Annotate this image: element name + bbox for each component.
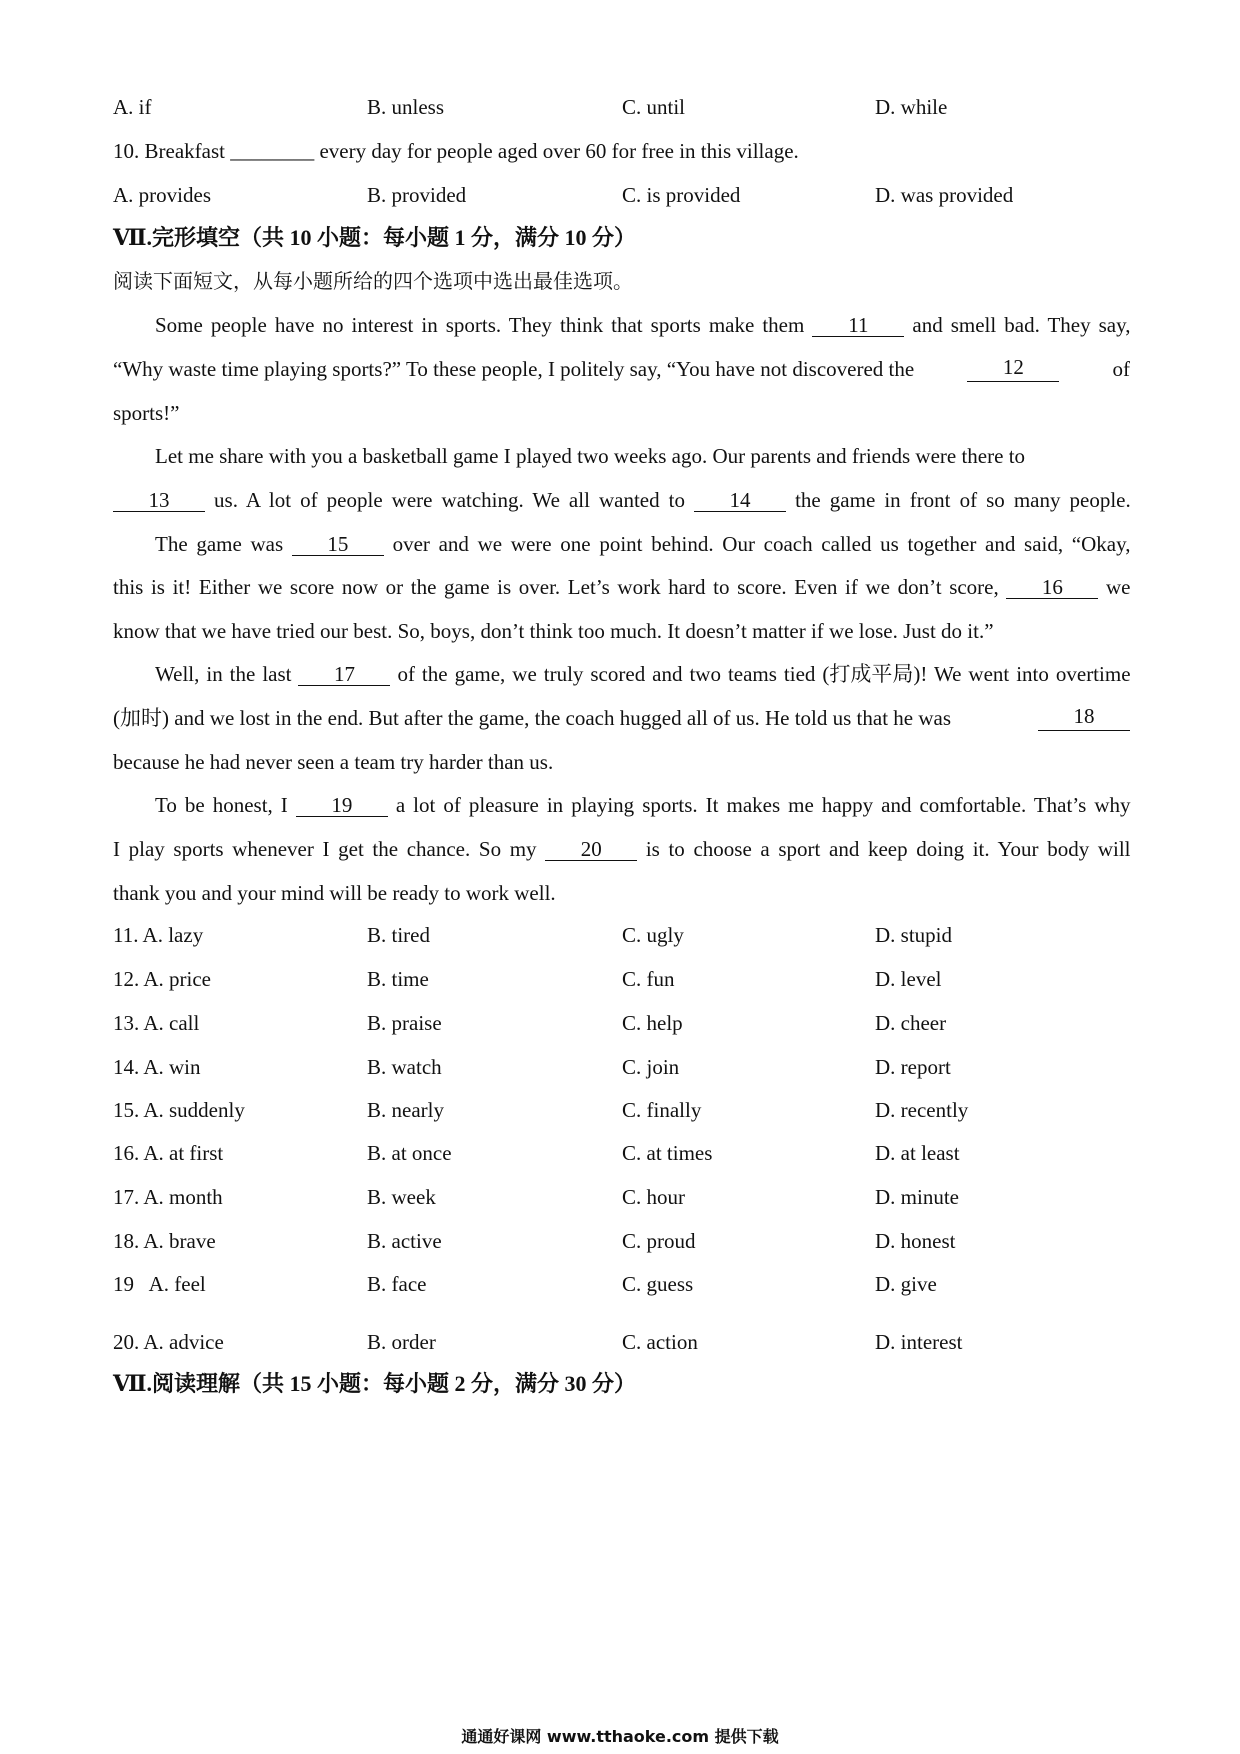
option-a: 17. A. month: [113, 1185, 223, 1209]
cloze-option-row-17: [113, 1184, 1130, 1210]
blank-16: 16: [1006, 576, 1098, 599]
passage-line: [113, 487, 1130, 513]
q10-suffix: every day for people aged over 60 for free in this village.: [319, 139, 799, 163]
q10-prefix: 10. Breakfast: [113, 139, 225, 163]
option-d: D. minute: [875, 1185, 959, 1209]
q10-options: [113, 182, 1130, 208]
passage-line: [155, 531, 1130, 557]
passage-line: [113, 574, 1130, 600]
option-a: 12. A. price: [113, 967, 211, 991]
passage-text: know that we have tried our best. So, boys, don’t think too much. It doesn’t matter if we lose. Just do it.”: [113, 619, 994, 643]
passage-text: To be honest, I: [155, 793, 288, 817]
option-d: D. honest: [875, 1229, 956, 1253]
q10-blank: ________: [230, 139, 315, 163]
passage-line: [113, 880, 1130, 906]
option-d: D. level: [875, 967, 942, 991]
option-a: 11. A. lazy: [113, 923, 204, 947]
passage-text: a lot of pleasure in playing sports. It makes me happy and comfortable. That’s why: [395, 793, 1131, 817]
option-b: B. watch: [367, 1055, 442, 1079]
option-d: D. recently: [875, 1098, 969, 1122]
option-c: C. hour: [622, 1185, 685, 1209]
passage-text: Well, in the last: [155, 662, 292, 686]
blank-19: 19: [296, 794, 388, 817]
passage-text: of the game, we truly scored and two teams tied (打成平局)! We went into overtime: [397, 662, 1131, 686]
q9-option-a: A. if: [113, 95, 152, 119]
option-c: C. finally: [622, 1098, 702, 1122]
cloze-option-row-20: [113, 1329, 1130, 1355]
option-b: B. tired: [367, 923, 430, 947]
passage-text: this is it! Either we score now or the game is over. Let’s work hard to score. Even if we don’t score,: [113, 575, 999, 599]
cloze-option-row-13: [113, 1010, 1130, 1036]
option-a: 19 A. feel: [113, 1272, 206, 1296]
q9-option-c: C. until: [622, 95, 686, 119]
passage-text: over and we were one point behind. Our coach called us together and said, “Okay,: [392, 532, 1131, 556]
option-b: B. active: [367, 1229, 442, 1253]
page-footer: 通通好课网 www.tthaoke.com 提供下载: [461, 1727, 779, 1746]
option-d: D. cheer: [875, 1011, 947, 1035]
option-c: C. ugly: [622, 923, 684, 947]
passage-text: Some people have no interest in sports. They think that sports make them: [155, 313, 805, 337]
option-d: D. at least: [875, 1141, 960, 1165]
option-a: 18. A. brave: [113, 1229, 216, 1253]
passage-text: the game in front of so many people.: [795, 488, 1131, 512]
passage-line: [155, 792, 1130, 818]
cloze-option-row-15: [113, 1097, 1130, 1123]
blank-15: 15: [292, 533, 384, 556]
option-c: C. at times: [622, 1141, 713, 1165]
option-b: B. week: [367, 1185, 436, 1209]
cloze-option-row-14: [113, 1054, 1130, 1080]
option-c: C. proud: [622, 1229, 696, 1253]
q9-option-b: B. unless: [367, 95, 445, 119]
cloze-option-row-12: [113, 966, 1130, 992]
passage-line: [155, 312, 1130, 338]
passage-line: [113, 618, 1130, 644]
passage-line: [113, 356, 1130, 382]
option-b: B. time: [367, 967, 429, 991]
passage-text: is to choose a sport and keep doing it. Your body will: [645, 837, 1131, 861]
option-c: C. join: [622, 1055, 680, 1079]
option-a: 20. A. advice: [113, 1330, 224, 1354]
passage-text: thank you and your mind will be ready to work well.: [113, 881, 556, 905]
cloze-instruction: 阅读下面短文，从每小题所给的四个选项中选出最佳选项。: [113, 271, 633, 293]
passage-line: [155, 443, 1130, 469]
blank-13: 13: [113, 489, 205, 512]
blank-14: 14: [694, 489, 786, 512]
cloze-option-row-19: [113, 1271, 1130, 1297]
option-a: 15. A. suddenly: [113, 1098, 245, 1122]
blank-17: 17: [298, 663, 390, 686]
reading-section-heading: Ⅶ.阅读理解（共 15 小题：每小题 2 分，满分 30 分）: [113, 1371, 637, 1396]
passage-text: of: [1112, 357, 1130, 381]
option-b: B. order: [367, 1330, 436, 1354]
passage-text: we: [1106, 575, 1131, 599]
option-c: C. guess: [622, 1272, 694, 1296]
option-b: B. at once: [367, 1141, 452, 1165]
passage-line: [113, 400, 1130, 426]
q9-options: [113, 94, 1130, 120]
q10-option-c: C. is provided: [622, 183, 741, 207]
option-a: 13. A. call: [113, 1011, 200, 1035]
option-a: 14. A. win: [113, 1055, 201, 1079]
blank-20: 20: [545, 838, 637, 861]
passage-line: [113, 836, 1130, 862]
blank-18: 18: [1038, 705, 1130, 731]
option-c: C. fun: [622, 967, 675, 991]
option-b: B. face: [367, 1272, 427, 1296]
option-d: D. interest: [875, 1330, 963, 1354]
blank-11: 11: [812, 314, 904, 337]
option-c: C. action: [622, 1330, 698, 1354]
option-d: D. give: [875, 1272, 937, 1296]
blank-12: 12: [967, 356, 1059, 382]
passage-line: [113, 749, 1130, 775]
passage-text: (加时) and we lost in the end. But after the game, the coach hugged all of us. He told us that he was: [113, 706, 952, 730]
passage-text: “Why waste time playing sports?” To these people, I politely say, “You have not discovered the: [113, 357, 915, 381]
cloze-option-row-16: [113, 1140, 1130, 1166]
option-d: D. stupid: [875, 923, 953, 947]
option-c: C. help: [622, 1011, 683, 1035]
q10-option-d: D. was provided: [875, 183, 1014, 207]
cloze-option-row-11: [113, 922, 1130, 948]
option-b: B. nearly: [367, 1098, 444, 1122]
passage-line: [113, 705, 1130, 731]
passage-text: The game was: [155, 532, 284, 556]
passage-text: I play sports whenever I get the chance. So my: [113, 837, 537, 861]
passage-text: sports!”: [113, 401, 180, 425]
option-d: D. report: [875, 1055, 951, 1079]
cloze-option-row-18: [113, 1228, 1130, 1254]
option-b: B. praise: [367, 1011, 442, 1035]
q9-option-d: D. while: [875, 95, 948, 119]
passage-line: [155, 661, 1130, 687]
q10-stem: [113, 138, 1130, 164]
cloze-section-heading: Ⅶ.完形填空（共 10 小题：每小题 1 分，满分 10 分）: [113, 225, 637, 250]
passage-text: us. A lot of people were watching. We all wanted to: [214, 488, 685, 512]
q10-option-a: A. provides: [113, 183, 211, 207]
option-a: 16. A. at first: [113, 1141, 224, 1165]
passage-text: and smell bad. They say,: [912, 313, 1131, 337]
passage-text: Let me share with you a basketball game I played two weeks ago. Our parents and friends were there to: [155, 444, 1026, 468]
q10-option-b: B. provided: [367, 183, 467, 207]
passage-text: because he had never seen a team try harder than us.: [113, 750, 554, 774]
